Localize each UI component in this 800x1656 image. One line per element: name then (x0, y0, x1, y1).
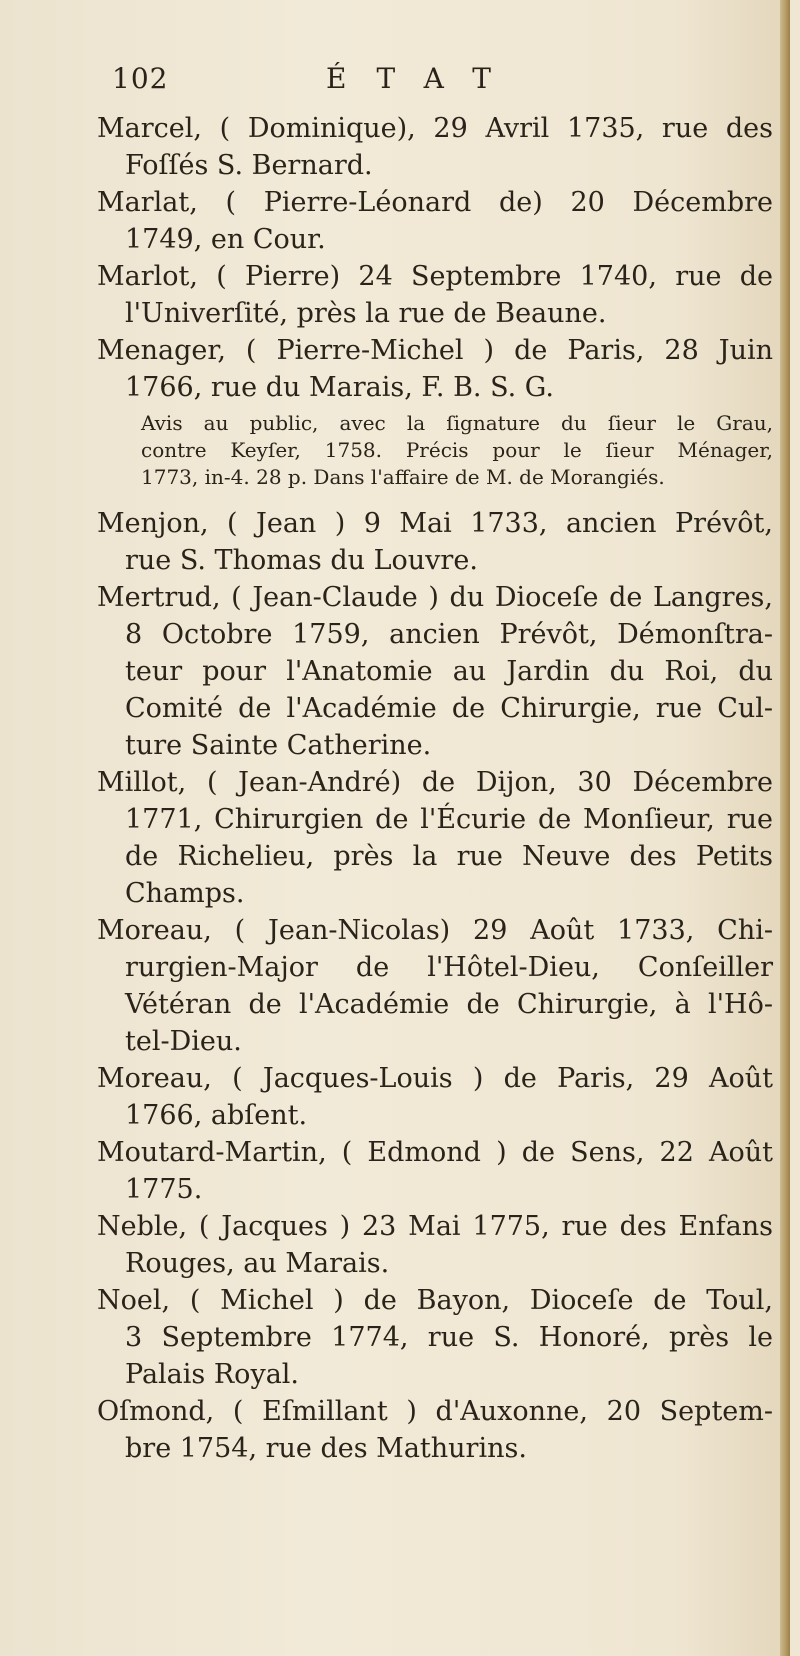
list-item (97, 579, 773, 764)
entry-line: Rouges, au Marais. (125, 1248, 390, 1279)
page-header (0, 62, 800, 102)
entry-line: Vétéran de l'Académie de Chirurgie, à l'Hô- (125, 989, 773, 1020)
entry-line: 1749, en Cour. (125, 224, 326, 255)
entry-line: Moreau, ( Jean-Nicolas) 29 Août 1733, Chi- (97, 915, 773, 946)
page-content (97, 110, 773, 1467)
list-item (97, 1060, 773, 1134)
list-item (97, 764, 773, 912)
entry-line: Marlat, ( Pierre-Léonard de) 20 Décembre (97, 187, 773, 218)
list-item (97, 1134, 773, 1208)
entry-line: Noel, ( Michel ) de Bayon, Dioceſe de Toul, (97, 1285, 773, 1316)
list-item (97, 332, 773, 406)
entry-line: Menager, ( Pierre-Michel ) de Paris, 28 Juin (97, 335, 773, 366)
entry-line: bre 1754, rue des Mathurins. (125, 1433, 527, 1464)
entry-line: 1766, rue du Marais, F. B. S. G. (125, 372, 554, 403)
entry-line: ture Sainte Catherine. (125, 730, 432, 761)
entry-line: rue S. Thomas du Louvre. (125, 545, 478, 576)
list-item (97, 110, 773, 184)
footnote (97, 410, 773, 491)
entry-line: de Richelieu, près la rue Neuve des Petits (125, 841, 773, 872)
list-item (97, 184, 773, 258)
list-item (97, 912, 773, 1060)
running-head: ÉTAT (326, 62, 521, 95)
entry-line: 8 Octobre 1759, ancien Prévôt, Démonſtra- (125, 619, 773, 650)
page-number: 102 (112, 62, 169, 95)
entry-line: Neble, ( Jacques ) 23 Mai 1775, rue des Enfans (97, 1211, 773, 1242)
entry-line: 1775. (125, 1174, 203, 1205)
entry-line: Foſſés S. Bernard. (125, 150, 373, 181)
entry-line: 1766, abſent. (125, 1100, 308, 1131)
entry-line: Comité de l'Académie de Chirurgie, rue Cul- (125, 693, 773, 724)
list-item (97, 258, 773, 332)
entry-line: Moreau, ( Jacques-Louis ) de Paris, 29 Août (97, 1063, 773, 1094)
entry-line: l'Univerſité, près la rue de Beaune. (125, 298, 607, 329)
entry-line: 3 Septembre 1774, rue S. Honoré, près le (125, 1322, 773, 1353)
page-edge (780, 0, 790, 1656)
entry-line: Marlot, ( Pierre) 24 Septembre 1740, rue de (97, 261, 773, 292)
list-item (97, 1208, 773, 1282)
entry-line: Marcel, ( Dominique), 29 Avril 1735, rue des (97, 113, 773, 144)
note-line: contre Keyſer, 1758. Précis pour le ſieur Ménager, (141, 438, 773, 462)
note-line: 1773, in-4. 28 p. Dans l'affaire de M. de Morangiés. (141, 465, 665, 489)
list-item (97, 505, 773, 579)
list-item (97, 1282, 773, 1393)
entry-line: Palais Royal. (125, 1359, 300, 1390)
entry-line: rurgien-Major de l'Hôtel-Dieu, Conſeiller (125, 952, 773, 983)
entry-line: tel-Dieu. (125, 1026, 242, 1057)
entry-line: Moutard-Martin, ( Edmond ) de Sens, 22 Août (97, 1137, 773, 1168)
list-item (97, 1393, 773, 1467)
entry-line: Oſmond, ( Eſmillant ) d'Auxonne, 20 Septem- (97, 1396, 773, 1427)
entry-line: Menjon, ( Jean ) 9 Mai 1733, ancien Prévôt, (97, 508, 773, 539)
entry-line: Millot, ( Jean-André) de Dijon, 30 Décembre (97, 767, 773, 798)
note-line: Avis au public, avec la ſignature du ſieur le Grau, (141, 411, 773, 435)
entry-line: teur pour l'Anatomie au Jardin du Roi, du (125, 656, 773, 687)
entry-line: 1771, Chirurgien de l'Écurie de Monſieur, rue (125, 804, 773, 835)
entry-line: Champs. (125, 878, 245, 909)
entry-line: Mertrud, ( Jean-Claude ) du Dioceſe de Langres, (97, 582, 773, 613)
